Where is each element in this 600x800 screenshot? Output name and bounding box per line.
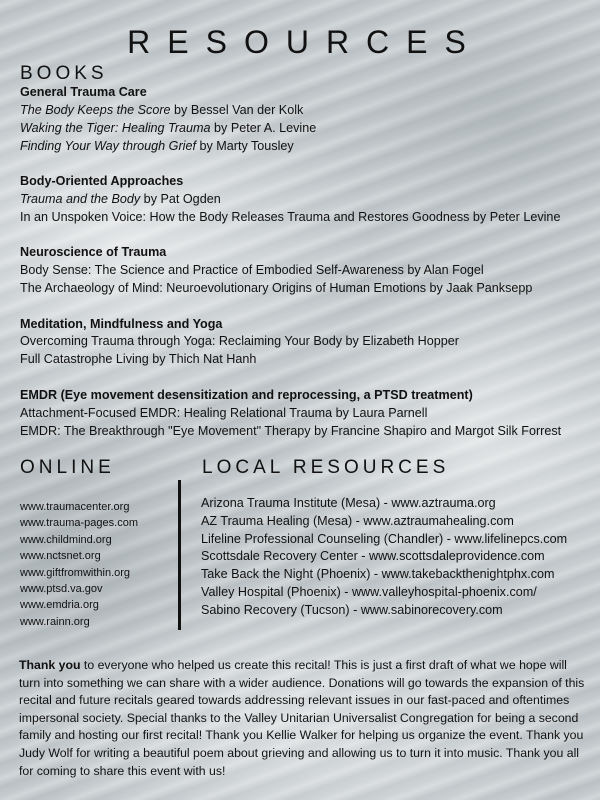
local-resources-heading: LOCAL RESOURCES — [202, 457, 450, 478]
local-resource-item[interactable]: Sabino Recovery (Tucson) - www.sabinorecovery.com — [201, 602, 503, 617]
online-link[interactable]: www.traumacenter.org — [20, 501, 130, 513]
book-category: General Trauma Care — [20, 85, 147, 99]
book-category: Meditation, Mindfulness and Yoga — [20, 316, 223, 331]
book-item: Overcoming Trauma through Yoga: Reclaiming Your Body by Elizabeth Hopper — [20, 334, 459, 349]
book-item: Full Catastrophe Living by Thich Nat Hanh — [20, 352, 257, 367]
book-item: Attachment-Focused EMDR: Healing Relational Trauma by Laura Parnell — [20, 405, 428, 420]
book-category: EMDR (Eye movement desensitization and reprocessing, a PTSD treatment) — [20, 387, 473, 402]
online-link[interactable]: www.nctsnet.org — [20, 550, 101, 563]
online-link[interactable]: www.giftfromwithin.org — [20, 566, 131, 579]
book-section-emdr — [20, 387, 590, 441]
online-link[interactable]: www.ptsd.va.gov — [20, 583, 103, 596]
thank-you-lead: Thank you — [19, 658, 81, 672]
book-item — [20, 138, 590, 156]
book-item — [20, 120, 590, 138]
page-title: RESOURCES — [127, 24, 483, 60]
book-author: by Marty Tousley — [195, 138, 294, 153]
books-list — [20, 84, 590, 458]
column-divider — [178, 480, 181, 630]
local-resource-item[interactable]: AZ Trauma Healing (Mesa) - www.aztraumahealing.com — [201, 513, 514, 528]
book-section-general — [20, 84, 590, 156]
book-item: Body Sense: The Science and Practice of Embodied Self-Awareness by Alan Fogel — [20, 263, 484, 278]
book-section-meditation — [20, 316, 590, 370]
thank-you-text: to everyone who helped us create this recital! This is just a first draft of what we hope will turn into something we can share with a wider audience. Donations will go towards the expansion of this recital and future recitals geared towards addressing relevant issues in our fast-paced and oftentimes impersonal society. Special thanks to the Valley Unitarian Universalist Congregation for being a second family and hosting our first recital! Thank you Kellie Walker for helping us organize the event. Thank you Judy Wolf for writing a beautiful poem about grieving and allowing us to turn it into music. Thank you all for coming to share this event with us! — [19, 658, 585, 778]
local-resource-item[interactable]: Lifeline Professional Counseling (Chandler) - www.lifelinepcs.com — [201, 531, 568, 546]
local-resource-item[interactable]: Take Back the Night (Phoenix) - www.takebackthenightphx.com — [201, 567, 555, 582]
book-author: by Pat Ogden — [140, 192, 221, 207]
online-link[interactable]: www.rainn.org — [20, 615, 90, 628]
online-links-list — [20, 499, 138, 630]
online-link[interactable]: www.emdria.org — [20, 599, 99, 612]
book-item: EMDR: The Breakthrough "Eye Movement" Therapy by Francine Shapiro and Margot Silk Forrest — [20, 423, 562, 438]
books-heading: BOOKS — [20, 63, 108, 84]
online-link[interactable]: www.childmind.org — [20, 533, 112, 546]
book-item — [20, 191, 590, 209]
book-section-neuroscience — [20, 244, 590, 298]
online-heading: ONLINE — [20, 457, 115, 478]
local-resource-item[interactable]: Scottsdale Recovery Center - www.scottsdaleprovidence.com — [201, 549, 545, 564]
thank-you-paragraph — [19, 657, 585, 780]
local-resource-item[interactable]: Arizona Trauma Institute (Mesa) - www.aztrauma.org — [201, 496, 496, 510]
book-item: In an Unspoken Voice: How the Body Releases Trauma and Restores Goodness by Peter Levine — [20, 209, 561, 224]
book-item: The Archaeology of Mind: Neuroevolutionary Origins of Human Emotions by Jaak Panksepp — [20, 281, 533, 296]
book-category: Neuroscience of Trauma — [20, 245, 167, 260]
book-title: Trauma and the Body — [20, 192, 141, 207]
book-title: The Body Keeps the Score — [20, 102, 171, 117]
book-author: by Bessel Van der Kolk — [170, 102, 304, 117]
book-category: Body-Oriented Approaches — [20, 174, 184, 189]
local-resources-list — [201, 495, 567, 620]
local-resource-item[interactable]: Valley Hospital (Phoenix) - www.valleyhospital-phoenix.com/ — [201, 584, 537, 599]
book-section-body-oriented — [20, 173, 590, 227]
book-item — [20, 102, 590, 120]
book-title: Waking the Tiger: Healing Trauma — [20, 120, 211, 135]
online-link[interactable]: www.trauma-pages.com — [20, 517, 138, 530]
book-title: Finding Your Way through Grief — [20, 138, 196, 153]
book-author: by Peter A. Levine — [210, 120, 317, 135]
